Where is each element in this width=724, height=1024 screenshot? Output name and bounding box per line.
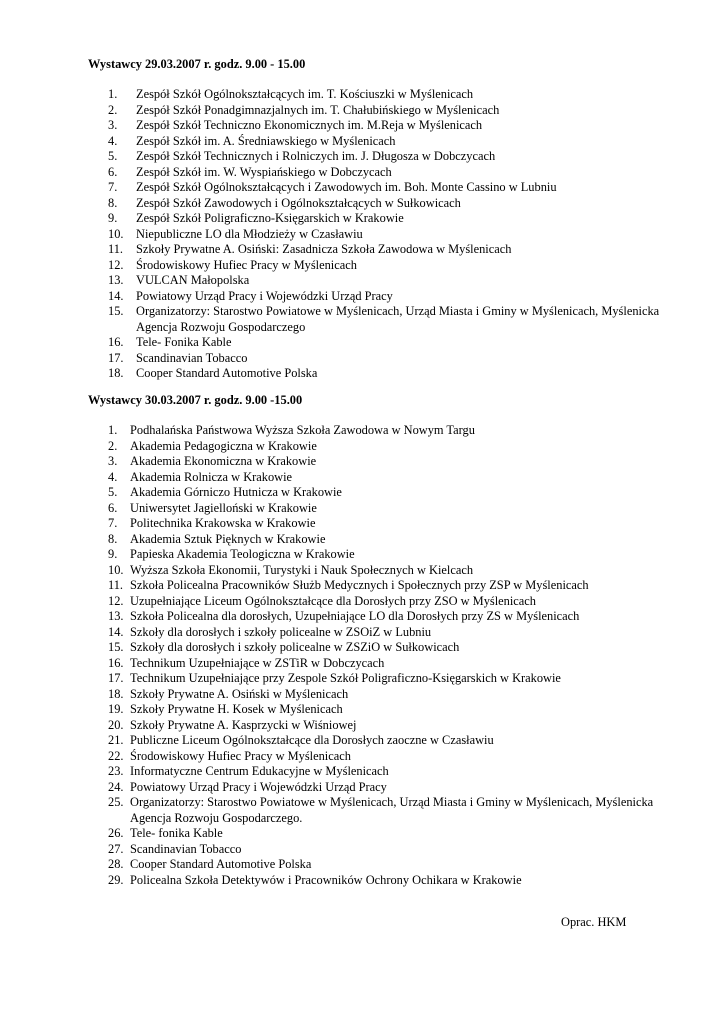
list-item-text: Niepubliczne LO dla Młodzieży w Czasławiu (136, 226, 363, 241)
list-item (108, 227, 668, 243)
list-item-number: 12. (108, 593, 124, 608)
list-item-text: Zespół Szkół Techniczno Ekonomicznych im. M.Reja w Myślenicach (136, 118, 483, 132)
list-item-text: Szkoła Policealna Pracowników Służb Medycznych i Społecznych przy ZSP w Myślenicach (130, 578, 589, 592)
list-item (108, 532, 668, 548)
list-item-text: Akademia Pedagogiczna w Krakowie (130, 438, 317, 453)
list-item-text: Zespół Szkół Ponadgimnazjalnych im. T. Chałubińskiego w Myślenicach (136, 102, 500, 117)
list-item-number: 14. (108, 288, 124, 303)
list-item-number: 7. (108, 516, 118, 530)
list-item-number: 21. (108, 733, 124, 747)
list-item (108, 873, 668, 889)
list-item (108, 625, 668, 641)
list-item (108, 733, 668, 749)
list-item-number: 13. (108, 609, 124, 623)
list-item-text: Policealna Szkoła Detektywów i Pracowników Ochrony Ochikara w Krakowie (130, 872, 522, 887)
list-item-number: 10. (108, 562, 124, 577)
list-item (108, 780, 668, 796)
list-item-text: Zespół Szkół im. A. Średniawskiego w Myślenicach (136, 133, 396, 148)
exhibitors-list-day-2 (108, 423, 668, 888)
list-item-number: 24. (108, 779, 124, 794)
list-item-number: 8. (108, 195, 118, 210)
list-item-number: 28. (108, 857, 124, 871)
list-item-text: Tele- Fonika Kable (136, 335, 232, 349)
list-item (108, 103, 668, 119)
exhibitors-list-day-1 (108, 87, 668, 382)
list-item-text: Wyższa Szkoła Ekonomii, Turystyki i Nauk Społecznych w Kielcach (130, 562, 474, 577)
list-item-text: Organizatorzy: Starostwo Powiatowe w Myślenicach, Urząd Miasta i Gminy w Myślenicach, Myślenicka Agencja Rozwoju Gospodarczego (136, 304, 660, 334)
list-item-text: Scandinavian Tobacco (130, 841, 242, 856)
list-item-number: 6. (108, 500, 118, 515)
list-item-number: 3. (108, 454, 118, 468)
list-item (108, 702, 668, 718)
list-item-text: Szkoły Prywatne A. Osiński: Zasadnicza Szkoła Zawodowa w Myślenicach (136, 242, 512, 256)
list-item-text: Papieska Akademia Teologiczna w Krakowie (130, 547, 355, 561)
list-item-text: Zespół Szkół Poligraficzno-Księgarskich w Krakowie (136, 211, 404, 225)
list-item-text: Szkoły dla dorosłych i szkoły policealne w ZSZiO w Sułkowicach (130, 640, 460, 654)
list-item-text: Scandinavian Tobacco (136, 350, 248, 365)
list-item-number: 11. (108, 578, 124, 592)
list-item (108, 501, 668, 517)
list-item-number: 18. (108, 686, 124, 701)
list-item-number: 13. (108, 273, 124, 287)
list-item (108, 609, 668, 625)
list-item-number: 1. (108, 423, 118, 437)
list-item-number: 20. (108, 717, 124, 732)
list-item-text: Podhalańska Państwowa Wyższa Szkoła Zawodowa w Nowym Targu (130, 423, 475, 437)
list-item-text: Akademia Ekonomiczna w Krakowie (130, 454, 317, 468)
list-item-number: 7. (108, 180, 118, 194)
list-item-number: 9. (108, 211, 118, 225)
list-item (108, 335, 668, 351)
list-item-text: Informatyczne Centrum Edukacyjne w Myślenicach (130, 764, 389, 778)
list-item-number: 6. (108, 164, 118, 179)
list-item-number: 2. (108, 102, 118, 117)
list-item (108, 165, 668, 181)
list-item-text: Środowiskowy Hufiec Pracy w Myślenicach (136, 257, 357, 272)
list-item-number: 3. (108, 118, 118, 132)
list-item-number: 12. (108, 257, 124, 272)
list-item (108, 134, 668, 150)
list-item (108, 470, 668, 486)
list-item-text: Zespół Szkół Technicznych i Rolniczych im. J. Długosza w Dobczycach (136, 149, 496, 163)
list-item-text: Zespół Szkół Zawodowych i Ogólnokształcących w Sułkowicach (136, 195, 461, 210)
list-item-number: 22. (108, 748, 124, 763)
list-item-number: 4. (108, 469, 118, 484)
list-item (108, 87, 668, 103)
list-item (108, 857, 668, 873)
list-item-text: Organizatorzy: Starostwo Powiatowe w Myślenicach, Urząd Miasta i Gminy w Myślenicach, Myślenicka Agencja Rozwoju Gospodarczego. (130, 795, 654, 825)
list-item-text: Akademia Rolnicza w Krakowie (130, 469, 293, 484)
list-item (108, 439, 668, 455)
list-item-text: Powiatowy Urząd Pracy i Wojewódzki Urząd Pracy (136, 288, 393, 303)
list-item-number: 2. (108, 438, 118, 453)
author-signature: Oprac. HKM (561, 915, 627, 929)
list-item (108, 671, 668, 687)
list-item-number: 25. (108, 795, 124, 809)
list-item-number: 15. (108, 304, 124, 318)
list-item-text: Powiatowy Urząd Pracy i Wojewódzki Urząd Pracy (130, 779, 387, 794)
list-item-number: 1. (108, 87, 118, 101)
list-item-text: Publiczne Liceum Ogólnokształcące dla Dorosłych zaoczne w Czasławiu (130, 733, 494, 747)
list-item-number: 16. (108, 335, 124, 349)
list-item (108, 485, 668, 501)
list-item (108, 795, 668, 826)
list-item-text: VULCAN Małopolska (136, 273, 250, 287)
list-item-text: Technikum Uzupełniające przy Zespole Szkół Poligraficzno-Księgarskich w Krakowie (130, 671, 561, 685)
list-item-text: Szkoły Prywatne A. Kasprzycki w Wiśniowej (130, 717, 357, 732)
list-item (108, 273, 668, 289)
list-item-text: Uniwersytet Jagielloński w Krakowie (130, 500, 317, 515)
list-item (108, 242, 668, 258)
list-item-number: 10. (108, 226, 124, 241)
list-item-number: 26. (108, 826, 124, 840)
list-item-text: Technikum Uzupełniające w ZSTiR w Dobczycach (130, 655, 385, 670)
list-item (108, 180, 668, 196)
list-item (108, 547, 668, 563)
list-item (108, 351, 668, 367)
list-item (108, 826, 668, 842)
list-item-number: 17. (108, 671, 124, 685)
list-item-number: 27. (108, 841, 124, 856)
list-item-text: Szkoły dla dorosłych i szkoły policealne w ZSOiZ w Lubniu (130, 624, 432, 639)
list-item-text: Zespół Szkół Ogólnokształcących i Zawodowych im. Boh. Monte Cassino w Lubniu (136, 180, 557, 194)
list-item-text: Uzupełniające Liceum Ogólnokształcące dla Dorosłych przy ZSO w Myślenicach (130, 593, 536, 608)
list-item (108, 149, 668, 165)
list-item (108, 196, 668, 212)
list-item (108, 563, 668, 579)
list-item-number: 16. (108, 655, 124, 670)
list-item-text: Cooper Standard Automotive Polska (130, 857, 312, 871)
list-item (108, 640, 668, 656)
list-item-text: Cooper Standard Automotive Polska (136, 366, 318, 380)
list-item-number: 18. (108, 366, 124, 380)
list-item-text: Środowiskowy Hufiec Pracy w Myślenicach (130, 748, 351, 763)
list-item-text: Zespół Szkół Ogólnokształcących im. T. Kościuszki w Myślenicach (136, 87, 474, 101)
list-item (108, 764, 668, 780)
list-item (108, 578, 668, 594)
list-item-text: Szkoły Prywatne A. Osiński w Myślenicach (130, 686, 349, 701)
list-item (108, 289, 668, 305)
list-item (108, 687, 668, 703)
list-item (108, 118, 668, 134)
list-item-text: Zespół Szkół im. W. Wyspiańskiego w Dobczycach (136, 164, 392, 179)
list-item (108, 304, 668, 335)
list-item (108, 211, 668, 227)
list-item-text: Szkoły Prywatne H. Kosek w Myślenicach (130, 702, 343, 716)
list-item (108, 842, 668, 858)
list-item-text: Tele- fonika Kable (130, 826, 223, 840)
list-item-number: 9. (108, 547, 118, 561)
list-item-number: 29. (108, 872, 124, 887)
list-item-number: 8. (108, 531, 118, 546)
list-item-text: Akademia Sztuk Pięknych w Krakowie (130, 531, 326, 546)
list-item-number: 23. (108, 764, 124, 778)
list-item (108, 718, 668, 734)
list-item (108, 594, 668, 610)
list-item-text: Akademia Górniczo Hutnicza w Krakowie (130, 485, 342, 499)
list-item-number: 11. (108, 242, 124, 256)
list-item-number: 15. (108, 640, 124, 654)
list-item (108, 423, 668, 439)
list-item (108, 454, 668, 470)
list-item-number: 14. (108, 624, 124, 639)
list-item (108, 656, 668, 672)
list-item-number: 17. (108, 350, 124, 365)
list-item-number: 5. (108, 149, 118, 163)
list-item-number: 19. (108, 702, 124, 716)
list-item-text: Politechnika Krakowska w Krakowie (130, 516, 316, 530)
list-item-text: Szkoła Policealna dla dorosłych, Uzupełniające LO dla Dorosłych przy ZS w Myślenicach (130, 609, 580, 623)
list-item-number: 5. (108, 485, 118, 499)
section-2-heading: Wystawcy 30.03.2007 r. godz. 9.00 -15.00 (88, 393, 303, 407)
list-item (108, 258, 668, 274)
list-item (108, 516, 668, 532)
list-item (108, 366, 668, 382)
list-item (108, 749, 668, 765)
section-1-heading: Wystawcy 29.03.2007 r. godz. 9.00 - 15.00 (88, 57, 306, 71)
list-item-number: 4. (108, 133, 118, 148)
